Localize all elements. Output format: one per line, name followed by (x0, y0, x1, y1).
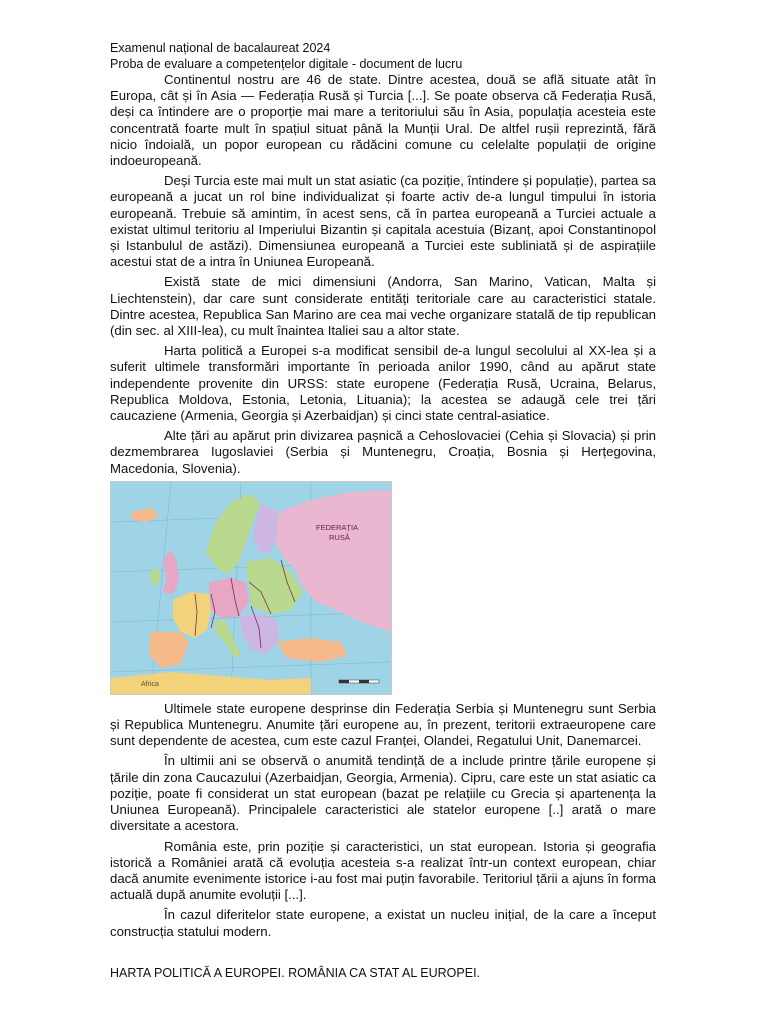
paragraph: Există state de mici dimensiuni (Andorra, San Marino, Vatican, Malta și Liechtenstein), dar care sunt considerate entități teritoriale care au caracteristici statale. Dintre acestea, Republica San Marino are cea mai veche organizare statală de tip republican (din sec. al XIII-lea), cu mult înaintea Italiei sau a altor state. (110, 274, 656, 339)
document-header (110, 40, 462, 72)
map-label-russia-line2: RUSĂ (329, 532, 350, 542)
map-label-africa: Africa (141, 680, 159, 688)
map-scale-bar (339, 680, 379, 683)
paragraph: Continentul nostru are 46 de state. Dintre acestea, două se află situate atât în Europa, cât și în Asia — Federația Rusă și Turcia [...]. Se poate observa că Federația Rusă, deși ca întindere are o proporție mai mare a teritoriului său în Asia, populația acesteia este concentrată foarte mult în spațiul situat până la Munții Ural. De altfel rușii reprezintă, fără nicio îndoială, un popor european cu rădăcini comune cu celelalte populații de origine indoeuropeană. (110, 72, 656, 169)
header-exam-title: Examenul național de bacalaureat 2024 (110, 41, 331, 55)
paragraph: Harta politică a Europei s-a modificat sensibil de-a lungul secolului al XX-lea și a suferit ultimele transformări importante în perioada anilor 1990, când au apărut state independente provenite din URSS: state europene (Federația Rusă, Ucraina, Belarus, Republica Moldova, Estonia, Letonia, Lituania); la acestea se adaugă cele trei țări caucaziene (Armenia, Georgia și Azerbaidjan) și cinci state central-asiatice. (110, 343, 656, 424)
document-footer-title: HARTA POLITICĂ A EUROPEI. ROMÂNIA CA STAT AL EUROPEI. (110, 966, 481, 980)
paragraph: Ultimele state europene desprinse din Federația Serbia și Muntenegru sunt Serbia și Republica Muntenegru. Anumite țări europene au, în prezent, teritorii extraeuropene care sunt dependente de acestea, cum este cazul Franței, Olandei, Regatului Unit, Danemarcei. (110, 700, 656, 749)
paragraph: România este, prin poziție și caracteristici, un stat european. Istoria și geografia istorică a României arată că evoluția acesteia s-a realizat într-un context european, chiar dacă anumite evenimente istorice i-au fost mai puțin favorabile. Teritoriul țării a ajuns în forma actuală după anumite evoluții [...]. (110, 838, 656, 903)
document-body (110, 72, 656, 944)
map-label-russia-line1: FEDERAȚIA (316, 522, 359, 532)
europe-political-map (110, 481, 392, 695)
paragraph: În cazul diferitelor state europene, a existat un nucleu inițial, de la care a început construcția statului modern. (110, 907, 656, 939)
header-exam-subtitle: Proba de evaluare a competențelor digitale - document de lucru (110, 57, 463, 71)
paragraph: Deși Turcia este mai mult un stat asiatic (ca poziție, întindere și populație), partea sa europeană a jucat un rol bine individualizat și foarte activ de-a lungul timpului în istoria europeană. Trebuie să amintim, în acest sens, că în partea europeană a Turciei actuale a existat ultimul teritoriu al Imperiului Bizantin și capitala acestuia (Bizanț, apoi Constantinopol și Istanbulul de astăzi). Dimensiunea europeană a Turciei este subliniată și de aspirațiile acestui stat de a intra în Uniunea Europeană. (110, 173, 656, 270)
paragraph: Alte țări au apărut prin divizarea pașnică a Cehoslovaciei (Cehia și Slovacia) și prin dezmembrarea Iugoslaviei (Serbia și Muntenegru, Croația, Bosnia și Herțegovina, Macedonia, Slovenia). (110, 428, 656, 476)
europe-map-graphic (111, 482, 391, 694)
paragraph: În ultimii ani se observă o anumită tendință de a include printre țările europene și țările din zona Caucazului (Azerbaidjan, Georgia, Armenia). Cipru, care este un stat asiatic ca poziție, poate fi considerat un stat european (bazat pe relațiile cu Grecia și apartenența la Uniunea Europeană). Principalele caracteristici ale statelor europene [..] arată o mare diversitate a acestora. (110, 753, 656, 834)
